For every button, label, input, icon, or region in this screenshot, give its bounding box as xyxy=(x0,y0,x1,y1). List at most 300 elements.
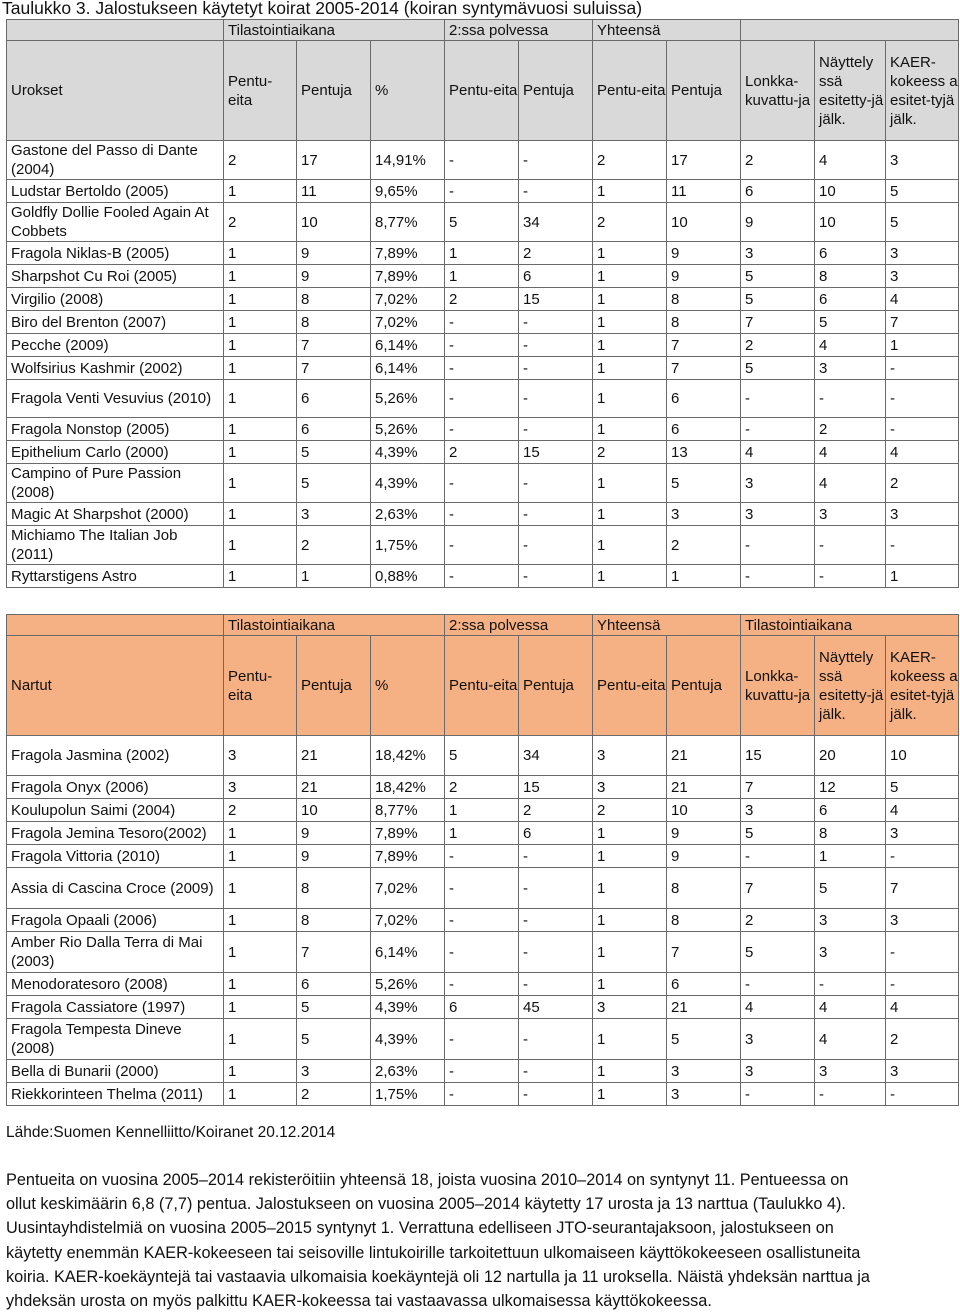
value-cell: 1 xyxy=(224,380,297,418)
value-cell: 7,02% xyxy=(371,288,445,311)
header-group-2gen: 2:ssa polvessa xyxy=(445,615,593,636)
value-cell: 1 xyxy=(224,973,297,996)
dog-name-cell: Gastone del Passo di Dante (2004) xyxy=(7,141,224,180)
dog-name-cell: Koulupolun Saimi (2004) xyxy=(7,799,224,822)
value-cell: 5 xyxy=(741,265,815,288)
value-cell: 2 xyxy=(519,799,593,822)
value-cell: 3 xyxy=(297,503,371,526)
value-cell: 15 xyxy=(741,736,815,776)
value-cell: 4 xyxy=(886,441,959,464)
header-group-total: Yhteensä xyxy=(593,615,741,636)
value-cell: 1 xyxy=(224,441,297,464)
dog-name-cell: Ryttarstigens Astro xyxy=(7,565,224,588)
value-cell: 2 xyxy=(297,526,371,565)
females-table xyxy=(6,614,959,1106)
value-cell: 2 xyxy=(815,418,886,441)
value-cell: - xyxy=(445,141,519,180)
value-cell: - xyxy=(519,357,593,380)
value-cell: 3 xyxy=(886,265,959,288)
value-cell: 9 xyxy=(667,265,741,288)
value-cell: - xyxy=(445,909,519,932)
value-cell: 18,42% xyxy=(371,776,445,799)
value-cell: 2 xyxy=(741,334,815,357)
value-cell: 9 xyxy=(667,242,741,265)
header-group-2gen: 2:ssa polvessa xyxy=(445,20,593,41)
value-cell: 4 xyxy=(815,464,886,503)
value-cell: - xyxy=(519,845,593,868)
value-cell: 1 xyxy=(224,565,297,588)
value-cell: - xyxy=(445,464,519,503)
table-row xyxy=(7,1060,959,1083)
dog-name-cell: Sharpshot Cu Roi (2005) xyxy=(7,265,224,288)
value-cell: 2 xyxy=(445,776,519,799)
header-first-column: Urokset xyxy=(7,41,224,141)
value-cell: 1 xyxy=(593,565,667,588)
value-cell: - xyxy=(815,565,886,588)
value-cell: 8 xyxy=(815,265,886,288)
dog-name-cell: Fragola Onyx (2006) xyxy=(7,776,224,799)
value-cell: 20 xyxy=(815,736,886,776)
table-row xyxy=(7,503,959,526)
value-cell: - xyxy=(741,418,815,441)
value-cell: 1 xyxy=(593,311,667,334)
value-cell: 3 xyxy=(667,1083,741,1106)
header-column: Näyttely ssä esitetty-jä jälk. xyxy=(815,636,886,736)
header-spacer xyxy=(7,20,224,41)
value-cell: 8 xyxy=(297,288,371,311)
value-cell: 1 xyxy=(593,526,667,565)
value-cell: 1 xyxy=(224,1083,297,1106)
value-cell: 1 xyxy=(445,799,519,822)
value-cell: 10 xyxy=(815,203,886,242)
value-cell: 1 xyxy=(593,868,667,909)
value-cell: - xyxy=(519,932,593,973)
value-cell: 34 xyxy=(519,736,593,776)
value-cell: 7 xyxy=(667,334,741,357)
header-group-row xyxy=(7,615,959,636)
value-cell: 9 xyxy=(297,242,371,265)
header-column: % xyxy=(371,636,445,736)
value-cell: 1 xyxy=(224,418,297,441)
value-cell: 5 xyxy=(297,441,371,464)
value-cell: - xyxy=(741,973,815,996)
value-cell: 18,42% xyxy=(371,736,445,776)
value-cell: 15 xyxy=(519,776,593,799)
value-cell: - xyxy=(519,180,593,203)
header-column: Näyttely ssä esitetty-jä jälk. xyxy=(815,41,886,141)
value-cell: 1 xyxy=(445,822,519,845)
value-cell: 11 xyxy=(667,180,741,203)
value-cell: 10 xyxy=(297,203,371,242)
value-cell: - xyxy=(519,311,593,334)
dog-name-cell: Ludstar Bertoldo (2005) xyxy=(7,180,224,203)
header-column: KAER-kokeess a esitet-tyjä jälk. xyxy=(886,41,959,141)
value-cell: 6,14% xyxy=(371,357,445,380)
value-cell: 2 xyxy=(445,441,519,464)
dog-name-cell: Fragola Jemina Tesoro(2002) xyxy=(7,822,224,845)
value-cell: 7,89% xyxy=(371,845,445,868)
value-cell: 2 xyxy=(224,141,297,180)
table-row xyxy=(7,311,959,334)
value-cell: - xyxy=(445,526,519,565)
paragraph-line: ollut keskimäärin 6,8 (7,7) pentua. Jalostukseen on vuosina 2005–2014 käytetty 17 urosta ja 13 narttua (Taulukko 4). xyxy=(6,1195,846,1214)
value-cell: - xyxy=(519,1083,593,1106)
value-cell: 1 xyxy=(224,909,297,932)
value-cell: 8 xyxy=(667,909,741,932)
value-cell: - xyxy=(445,1060,519,1083)
value-cell: 21 xyxy=(667,736,741,776)
value-cell: 5 xyxy=(297,464,371,503)
value-cell: 7,89% xyxy=(371,242,445,265)
value-cell: 5 xyxy=(667,464,741,503)
value-cell: 10 xyxy=(667,799,741,822)
value-cell: 7 xyxy=(667,932,741,973)
value-cell: 1 xyxy=(667,565,741,588)
value-cell: 17 xyxy=(667,141,741,180)
value-cell: - xyxy=(519,503,593,526)
value-cell: 2 xyxy=(593,141,667,180)
value-cell: 13 xyxy=(667,441,741,464)
value-cell: 4 xyxy=(815,996,886,1019)
value-cell: 4 xyxy=(741,996,815,1019)
value-cell: 3 xyxy=(741,464,815,503)
value-cell: 3 xyxy=(593,996,667,1019)
value-cell: 1 xyxy=(224,242,297,265)
header-column: Pentu-eita xyxy=(445,41,519,141)
value-cell: 5 xyxy=(741,822,815,845)
table-row xyxy=(7,464,959,503)
header-column: % xyxy=(371,41,445,141)
value-cell: 5 xyxy=(741,357,815,380)
header-column: Pentu-eita xyxy=(445,636,519,736)
table-row xyxy=(7,822,959,845)
value-cell: 2,63% xyxy=(371,503,445,526)
table-row xyxy=(7,1019,959,1060)
value-cell: 3 xyxy=(741,503,815,526)
header-group-row xyxy=(7,20,959,41)
dog-name-cell: Fragola Venti Vesuvius (2010) xyxy=(7,380,224,418)
value-cell: 21 xyxy=(297,736,371,776)
table-row xyxy=(7,288,959,311)
table-row xyxy=(7,441,959,464)
value-cell: 3 xyxy=(815,909,886,932)
value-cell: 4,39% xyxy=(371,1019,445,1060)
value-cell: 4 xyxy=(815,141,886,180)
value-cell: 1 xyxy=(593,909,667,932)
value-cell: 7 xyxy=(886,311,959,334)
value-cell: 14,91% xyxy=(371,141,445,180)
value-cell: 1 xyxy=(886,565,959,588)
value-cell: 1 xyxy=(224,932,297,973)
paragraph-line: käytetty enemmän KAER-kokeeseen tai seisoville lintukoirille tarkoitettuun ulkomaiseen käyttökokeeseen osallistuneita xyxy=(6,1243,861,1262)
value-cell: 1 xyxy=(224,1019,297,1060)
value-cell: 3 xyxy=(815,932,886,973)
value-cell: 17 xyxy=(297,141,371,180)
value-cell: - xyxy=(815,526,886,565)
value-cell: 8 xyxy=(667,288,741,311)
dog-name-cell: Virgilio (2008) xyxy=(7,288,224,311)
table-row xyxy=(7,265,959,288)
value-cell: 7 xyxy=(886,868,959,909)
dog-name-cell: Menodoratesoro (2008) xyxy=(7,973,224,996)
value-cell: 45 xyxy=(519,996,593,1019)
value-cell: 6 xyxy=(297,380,371,418)
value-cell: 6 xyxy=(445,996,519,1019)
value-cell: 1 xyxy=(224,334,297,357)
dog-name-cell: Epithelium Carlo (2000) xyxy=(7,441,224,464)
value-cell: - xyxy=(445,1019,519,1060)
value-cell: 3 xyxy=(667,1060,741,1083)
value-cell: 2 xyxy=(445,288,519,311)
value-cell: - xyxy=(886,526,959,565)
value-cell: 3 xyxy=(815,503,886,526)
value-cell: 3 xyxy=(741,799,815,822)
table-row xyxy=(7,380,959,418)
table-row xyxy=(7,845,959,868)
value-cell: - xyxy=(445,418,519,441)
dog-name-cell: Fragola Niklas-B (2005) xyxy=(7,242,224,265)
value-cell: 1 xyxy=(224,464,297,503)
value-cell: 1 xyxy=(224,311,297,334)
value-cell: - xyxy=(519,526,593,565)
value-cell: 2 xyxy=(593,441,667,464)
header-first-column: Nartut xyxy=(7,636,224,736)
value-cell: - xyxy=(741,380,815,418)
value-cell: 5 xyxy=(297,1019,371,1060)
value-cell: 4,39% xyxy=(371,464,445,503)
paragraph-line: Uusintayhdistelmiä on vuosina 2005–2015 syntynyt 1. Verrattuna edelliseen JTO-seurantajaksoon, jalostukseen on xyxy=(6,1219,834,1238)
value-cell: - xyxy=(886,380,959,418)
value-cell: 5 xyxy=(815,868,886,909)
value-cell: 2 xyxy=(886,464,959,503)
value-cell: 3 xyxy=(886,909,959,932)
value-cell: 1 xyxy=(815,845,886,868)
value-cell: 6 xyxy=(667,380,741,418)
value-cell: 10 xyxy=(815,180,886,203)
value-cell: 8 xyxy=(297,311,371,334)
dog-name-cell: Riekkorinteen Thelma (2011) xyxy=(7,1083,224,1106)
header-column: Lonkka-kuvattu-ja xyxy=(741,41,815,141)
value-cell: 7,02% xyxy=(371,311,445,334)
value-cell: 8 xyxy=(297,909,371,932)
value-cell: 5 xyxy=(886,180,959,203)
value-cell: 6 xyxy=(297,973,371,996)
value-cell: - xyxy=(445,357,519,380)
value-cell: 1 xyxy=(593,845,667,868)
value-cell: 5 xyxy=(886,203,959,242)
header-spacer xyxy=(741,20,959,41)
value-cell: 6,14% xyxy=(371,334,445,357)
value-cell: 1 xyxy=(297,565,371,588)
paragraph-line: yhdeksän urosta on myös palkittu KAER-kokeessa tai vastaavassa ulkomaisessa käyttökokeessa. xyxy=(6,1292,712,1311)
dog-name-cell: Goldfly Dollie Fooled Again At Cobbets xyxy=(7,203,224,242)
value-cell: 6 xyxy=(741,180,815,203)
table-row xyxy=(7,909,959,932)
dog-name-cell: Wolfsirius Kashmir (2002) xyxy=(7,357,224,380)
value-cell: 7 xyxy=(297,357,371,380)
value-cell: 9 xyxy=(667,822,741,845)
value-cell: 8 xyxy=(667,868,741,909)
value-cell: 8 xyxy=(815,822,886,845)
value-cell: 21 xyxy=(667,776,741,799)
value-cell: 5 xyxy=(445,203,519,242)
value-cell: 1 xyxy=(224,1060,297,1083)
table-row xyxy=(7,973,959,996)
value-cell: - xyxy=(815,1083,886,1106)
value-cell: 1 xyxy=(593,1060,667,1083)
value-cell: 2 xyxy=(741,909,815,932)
value-cell: - xyxy=(519,1019,593,1060)
dog-name-cell: Campino of Pure Passion (2008) xyxy=(7,464,224,503)
source-note: Lähde:Suomen Kennelliitto/Koiranet 20.12.2014 xyxy=(6,1124,336,1141)
value-cell: 1 xyxy=(593,503,667,526)
value-cell: 6 xyxy=(815,288,886,311)
table-caption: Taulukko 3. Jalostukseen käytetyt koirat 2005-2014 (koiran syntymävuosi suluissa) xyxy=(2,0,643,18)
table-row xyxy=(7,141,959,180)
value-cell: 6 xyxy=(815,799,886,822)
header-column: Pentuja xyxy=(297,636,371,736)
value-cell: 2 xyxy=(667,526,741,565)
value-cell: 4,39% xyxy=(371,996,445,1019)
value-cell: 4 xyxy=(886,288,959,311)
value-cell: 3 xyxy=(886,503,959,526)
value-cell: - xyxy=(519,973,593,996)
value-cell: - xyxy=(445,973,519,996)
value-cell: 8,77% xyxy=(371,203,445,242)
value-cell: 4 xyxy=(886,996,959,1019)
value-cell: 3 xyxy=(297,1060,371,1083)
value-cell: 8,77% xyxy=(371,799,445,822)
header-column: Pentuja xyxy=(519,636,593,736)
header-group-total: Yhteensä xyxy=(593,20,741,41)
value-cell: 7 xyxy=(297,334,371,357)
table-row xyxy=(7,565,959,588)
value-cell: - xyxy=(741,845,815,868)
value-cell: 7,89% xyxy=(371,265,445,288)
dog-name-cell: Fragola Cassiatore (1997) xyxy=(7,996,224,1019)
value-cell: 3 xyxy=(886,141,959,180)
value-cell: 2 xyxy=(886,1019,959,1060)
value-cell: 2 xyxy=(593,203,667,242)
value-cell: 3 xyxy=(224,776,297,799)
table-row xyxy=(7,932,959,973)
paragraph-line: Pentueita on vuosina 2005–2014 rekisteröitiin yhteensä 18, joista vuosina 2010–2014 on syntynyt 11. Pentueessa on xyxy=(6,1171,849,1189)
value-cell: 1 xyxy=(224,845,297,868)
value-cell: 1 xyxy=(593,334,667,357)
header-column: Pentuja xyxy=(667,636,741,736)
value-cell: 2 xyxy=(224,799,297,822)
paragraph-line: koiria. KAER-koekäyntejä tai vastaavia ulkomaisia koekäyntejä oli 12 nartulla ja 11 uroksella. Näistä yhdeksän narttua ja xyxy=(6,1267,870,1286)
header-column: Pentuja xyxy=(519,41,593,141)
value-cell: 3 xyxy=(224,736,297,776)
value-cell: - xyxy=(519,334,593,357)
value-cell: 1 xyxy=(593,932,667,973)
value-cell: 7 xyxy=(741,868,815,909)
value-cell: 3 xyxy=(741,1060,815,1083)
value-cell: - xyxy=(741,526,815,565)
value-cell: 21 xyxy=(297,776,371,799)
value-cell: 4 xyxy=(815,441,886,464)
males-table xyxy=(6,19,959,588)
value-cell: 7 xyxy=(741,311,815,334)
value-cell: - xyxy=(519,141,593,180)
value-cell: 5 xyxy=(297,996,371,1019)
dog-name-cell: Fragola Jasmina (2002) xyxy=(7,736,224,776)
value-cell: 3 xyxy=(886,1060,959,1083)
value-cell: 1 xyxy=(224,503,297,526)
header-group-stat: Tilastointiaikana xyxy=(224,20,445,41)
value-cell: - xyxy=(519,909,593,932)
value-cell: 1 xyxy=(224,526,297,565)
table-row xyxy=(7,334,959,357)
value-cell: 21 xyxy=(667,996,741,1019)
value-cell: - xyxy=(886,845,959,868)
value-cell: - xyxy=(519,868,593,909)
table-row xyxy=(7,357,959,380)
table-row xyxy=(7,799,959,822)
table-row xyxy=(7,180,959,203)
value-cell: 0,88% xyxy=(371,565,445,588)
value-cell: 3 xyxy=(886,822,959,845)
value-cell: 3 xyxy=(815,357,886,380)
dog-name-cell: Pecche (2009) xyxy=(7,334,224,357)
value-cell: 3 xyxy=(741,242,815,265)
value-cell: 6,14% xyxy=(371,932,445,973)
table-row xyxy=(7,526,959,565)
value-cell: 1,75% xyxy=(371,1083,445,1106)
value-cell: - xyxy=(886,1083,959,1106)
value-cell: 1 xyxy=(224,868,297,909)
value-cell: 9 xyxy=(667,845,741,868)
value-cell: - xyxy=(445,334,519,357)
table-row xyxy=(7,418,959,441)
value-cell: - xyxy=(445,311,519,334)
value-cell: 15 xyxy=(519,441,593,464)
value-cell: 3 xyxy=(886,242,959,265)
dog-name-cell: Fragola Vittoria (2010) xyxy=(7,845,224,868)
value-cell: 1 xyxy=(593,357,667,380)
value-cell: 2,63% xyxy=(371,1060,445,1083)
value-cell: 1 xyxy=(224,180,297,203)
value-cell: 7,89% xyxy=(371,822,445,845)
value-cell: 1 xyxy=(593,464,667,503)
value-cell: 6 xyxy=(519,822,593,845)
value-cell: 3 xyxy=(593,776,667,799)
value-cell: - xyxy=(815,973,886,996)
table-row xyxy=(7,203,959,242)
body-paragraph xyxy=(6,1168,956,1313)
dog-name-cell: Fragola Nonstop (2005) xyxy=(7,418,224,441)
value-cell: 8 xyxy=(667,311,741,334)
value-cell: 12 xyxy=(815,776,886,799)
value-cell: 1,75% xyxy=(371,526,445,565)
value-cell: 7 xyxy=(741,776,815,799)
value-cell: 7,02% xyxy=(371,909,445,932)
value-cell: 7 xyxy=(667,357,741,380)
header-column: Lonkka-kuvattu-ja xyxy=(741,636,815,736)
table-row xyxy=(7,1083,959,1106)
header-column: Pentu-eita xyxy=(593,636,667,736)
value-cell: 1 xyxy=(886,334,959,357)
table-row xyxy=(7,242,959,265)
dog-name-cell: Fragola Tempesta Dineve (2008) xyxy=(7,1019,224,1060)
header-group-stat-2: Tilastointiaikana xyxy=(741,615,959,636)
value-cell: 10 xyxy=(667,203,741,242)
value-cell: 1 xyxy=(224,265,297,288)
value-cell: - xyxy=(445,932,519,973)
table-row xyxy=(7,776,959,799)
value-cell: 7 xyxy=(297,932,371,973)
